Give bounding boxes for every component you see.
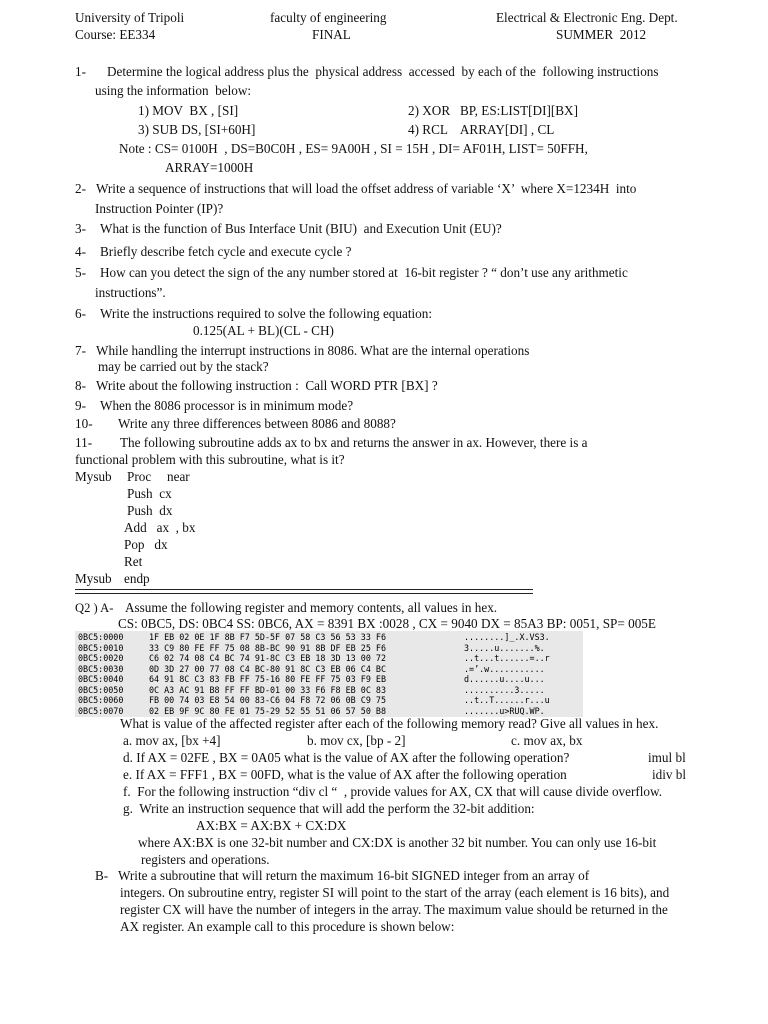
q1-note: Note : CS= 0100H , DS=B0C0H , ES= 9A00H , SI = 15H , DI= AF01H, LIST= 50FFH, (119, 141, 588, 156)
exam-term: SUMMER 2012 (556, 27, 647, 42)
memory-ascii: 3.....u.......%. (464, 642, 545, 653)
q2-text-cont: Instruction Pointer (IP)? (95, 201, 224, 216)
q1-note-cont: ARRAY=1000H (165, 160, 254, 175)
memory-ascii: .=’.w........... (464, 663, 545, 674)
q4-text: Briefly describe fetch cycle and execute cycle ? (100, 244, 352, 259)
faculty-name: faculty of engineering (270, 10, 387, 25)
memory-dump (75, 631, 583, 717)
department-name: Electrical & Electronic Eng. Dept. (496, 10, 678, 25)
q7-text: While handling the interrupt instructions in 8086. What are the internal operations (96, 343, 530, 358)
memory-address: 0BC5:0040 (78, 674, 124, 684)
code-line-ret: Ret (124, 554, 143, 569)
memory-row (78, 653, 583, 663)
memory-row (78, 643, 583, 653)
memory-bytes: 02 EB 9F 9C 80 FE 01 75-29 52 55 51 06 57 50 B8 (149, 705, 386, 716)
q5-text: How can you detect the sign of the any number stored at 16-bit register ? “ don’t use any arithmetic (100, 265, 628, 280)
qa-item-d-op: imul bl (648, 750, 686, 765)
code-line-pop-dx: Pop dx (124, 537, 168, 552)
q1-instruction-2: 2) XOR BP, ES:LIST[DI][BX] (408, 103, 578, 118)
q3-number: 3- (75, 221, 86, 236)
memory-bytes: C6 02 74 08 C4 BC 74 91-8C C3 EB 18 3D 13 00 72 (149, 653, 386, 663)
memory-row (78, 632, 583, 642)
q6-number: 6- (75, 306, 86, 321)
memory-bytes: 0D 3D 27 00 77 08 C4 BC-80 91 8C C3 EB 06 C4 BC (149, 663, 386, 674)
course-code: Course: EE334 (75, 27, 156, 42)
code-line-push-cx: Push cx (127, 486, 172, 501)
memory-row (78, 706, 583, 716)
exam-type: FINAL (312, 27, 351, 42)
memory-row (78, 685, 583, 695)
memory-ascii: ..t...t......=..r (464, 653, 550, 663)
section-divider-text (75, 582, 533, 598)
q4-number: 4- (75, 244, 86, 259)
q7-text-cont: may be carried out by the stack? (98, 359, 269, 374)
qa-item-c: c. mov ax, bx (511, 733, 583, 748)
q6-text: Write the instructions required to solve the following equation: (100, 306, 433, 321)
qa-item-g-cont: where AX:BX is one 32-bit number and CX:DX is another 32 bit number. You can only use 16-bit (138, 835, 657, 850)
university-name: University of Tripoli (75, 10, 185, 25)
memory-address: 0BC5:0050 (78, 684, 124, 695)
q1-number: 1- (75, 64, 86, 79)
q1-instruction-1: 1) MOV BX , [SI] (138, 103, 239, 118)
qB-line-3: register CX will have the number of integers in the array. The maximum value should be returned in the (120, 902, 668, 917)
code-label-mysub-end: Mysub (75, 571, 112, 586)
qa-item-g: g. Write an instruction sequence that will add the perform the 32-bit addition: (123, 801, 535, 816)
q10-text: Write any three differences between 8086 and 8088? (118, 416, 396, 431)
qa-item-b: b. mov cx, [bp - 2] (307, 733, 406, 748)
q5-number: 5- (75, 265, 86, 280)
qa-item-g-cont2: registers and operations. (141, 852, 270, 867)
memory-address: 0BC5:0070 (78, 705, 124, 716)
q2-number: 2- (75, 181, 86, 196)
qB-line-1: Write a subroutine that will return the maximum 16-bit SIGNED integer from an array of (118, 868, 590, 883)
qa-question: What is value of the affected register after each of the following memory read? Give all values in hex. (120, 716, 659, 731)
q1-instruction-4: 4) RCL ARRAY[DI] , CL (408, 122, 555, 137)
code-line-push-dx: Push dx (127, 503, 173, 518)
qa-item-d: d. If AX = 02FE , BX = 0A05 what is the value of AX after the following operation? (123, 750, 570, 765)
q1-text-cont: using the information below: (95, 83, 252, 98)
qB-line-4: AX register. An example call to this procedure is shown below: (120, 919, 455, 934)
memory-row (78, 664, 583, 674)
qa-item-a: a. mov ax, [bx +4] (123, 733, 221, 748)
q1-text: Determine the logical address plus the physical address accessed by each of the following instructions (107, 64, 659, 79)
code-operand-near: near (167, 469, 190, 484)
memory-address: 0BC5:0000 (78, 632, 124, 642)
memory-bytes: 64 91 8C C3 83 FB FF 75-16 80 FE FF 75 03 F9 EB (149, 674, 386, 684)
q3-text: What is the function of Bus Interface Unit (BIU) and Execution Unit (EU)? (100, 221, 502, 236)
q8-text: Write about the following instruction : Call WORD PTR [BX] ? (96, 378, 438, 393)
memory-ascii: ........]_.X.VS3. (464, 632, 550, 642)
qB-label: B- (95, 868, 109, 883)
memory-bytes: 0C A3 AC 91 B8 FF FF BD-01 00 33 F6 F8 EB 0C 83 (149, 684, 386, 695)
code-label-mysub: Mysub (75, 469, 112, 484)
qa-item-g-equation: AX:BX = AX:BX + CX:DX (196, 818, 347, 833)
memory-address: 0BC5:0030 (78, 663, 124, 674)
q11-text: The following subroutine adds ax to bx and returns the answer in ax. However, there is a (120, 435, 588, 450)
memory-bytes: 1F EB 02 0E 1F 8B F7 5D-5F 07 58 C3 56 53 33 F6 (149, 632, 386, 642)
memory-bytes: FB 00 74 03 E8 54 00 83-C6 04 F8 72 06 0B C9 75 (149, 695, 386, 705)
memory-address: 0BC5:0020 (78, 653, 124, 663)
q9-number: 9- (75, 398, 86, 413)
code-directive-endp: endp (124, 571, 150, 586)
q1-instruction-3: 3) SUB DS, [SI+60H] (138, 122, 256, 137)
q11-number: 11- (75, 435, 93, 450)
code-line-add: Add ax , bx (124, 520, 196, 535)
qa-label: Q2 ) A- (75, 601, 114, 615)
qa-item-e-op: idiv bl (652, 767, 687, 782)
qa-item-f: f. For the following instruction “div cl “ , provide values for AX, CX that will cause divide overflow. (123, 784, 662, 799)
register-values: CS: 0BC5, DS: 0BC4 SS: 0BC6, AX = 8391 BX :0028 , CX = 9040 DX = 85A3 BP: 0051, SP= 005E (118, 616, 656, 631)
memory-bytes: 33 C9 80 FE FF 75 08 8B-BC 90 91 8B DF EB 25 F6 (149, 642, 386, 653)
qa-intro: Assume the following register and memory contents, all values in hex. (125, 600, 498, 615)
q9-text: When the 8086 processor is in minimum mode? (100, 398, 354, 413)
memory-address: 0BC5:0010 (78, 642, 124, 653)
qB-line-2: integers. On subroutine entry, register SI will point to the start of the array (each element is 16 bits), and (120, 885, 670, 900)
q2-text: Write a sequence of instructions that will load the offset address of variable ‘X’ where X=1234H into (96, 181, 637, 196)
code-directive-proc: Proc (127, 469, 152, 484)
q11-text-cont: functional problem with this subroutine, what is it? (75, 452, 345, 467)
memory-ascii: .......u>RUQ.WP. (464, 705, 545, 716)
q8-number: 8- (75, 378, 86, 393)
memory-ascii: d......u....u... (464, 674, 545, 684)
q5-text-cont: instructions”. (95, 285, 166, 300)
q7-number: 7- (75, 343, 86, 358)
q6-equation: 0.125(AL + BL)(CL - CH) (193, 323, 334, 338)
q10-number: 10- (75, 416, 93, 431)
memory-row (78, 695, 583, 705)
memory-ascii: ..........3..... (464, 684, 545, 695)
qa-item-e: e. If AX = FFF1 , BX = 00FD, what is the value of AX after the following operation (123, 767, 567, 782)
memory-ascii: ..t..T......r...u (464, 695, 550, 705)
memory-address: 0BC5:0060 (78, 695, 124, 705)
memory-row (78, 674, 583, 684)
